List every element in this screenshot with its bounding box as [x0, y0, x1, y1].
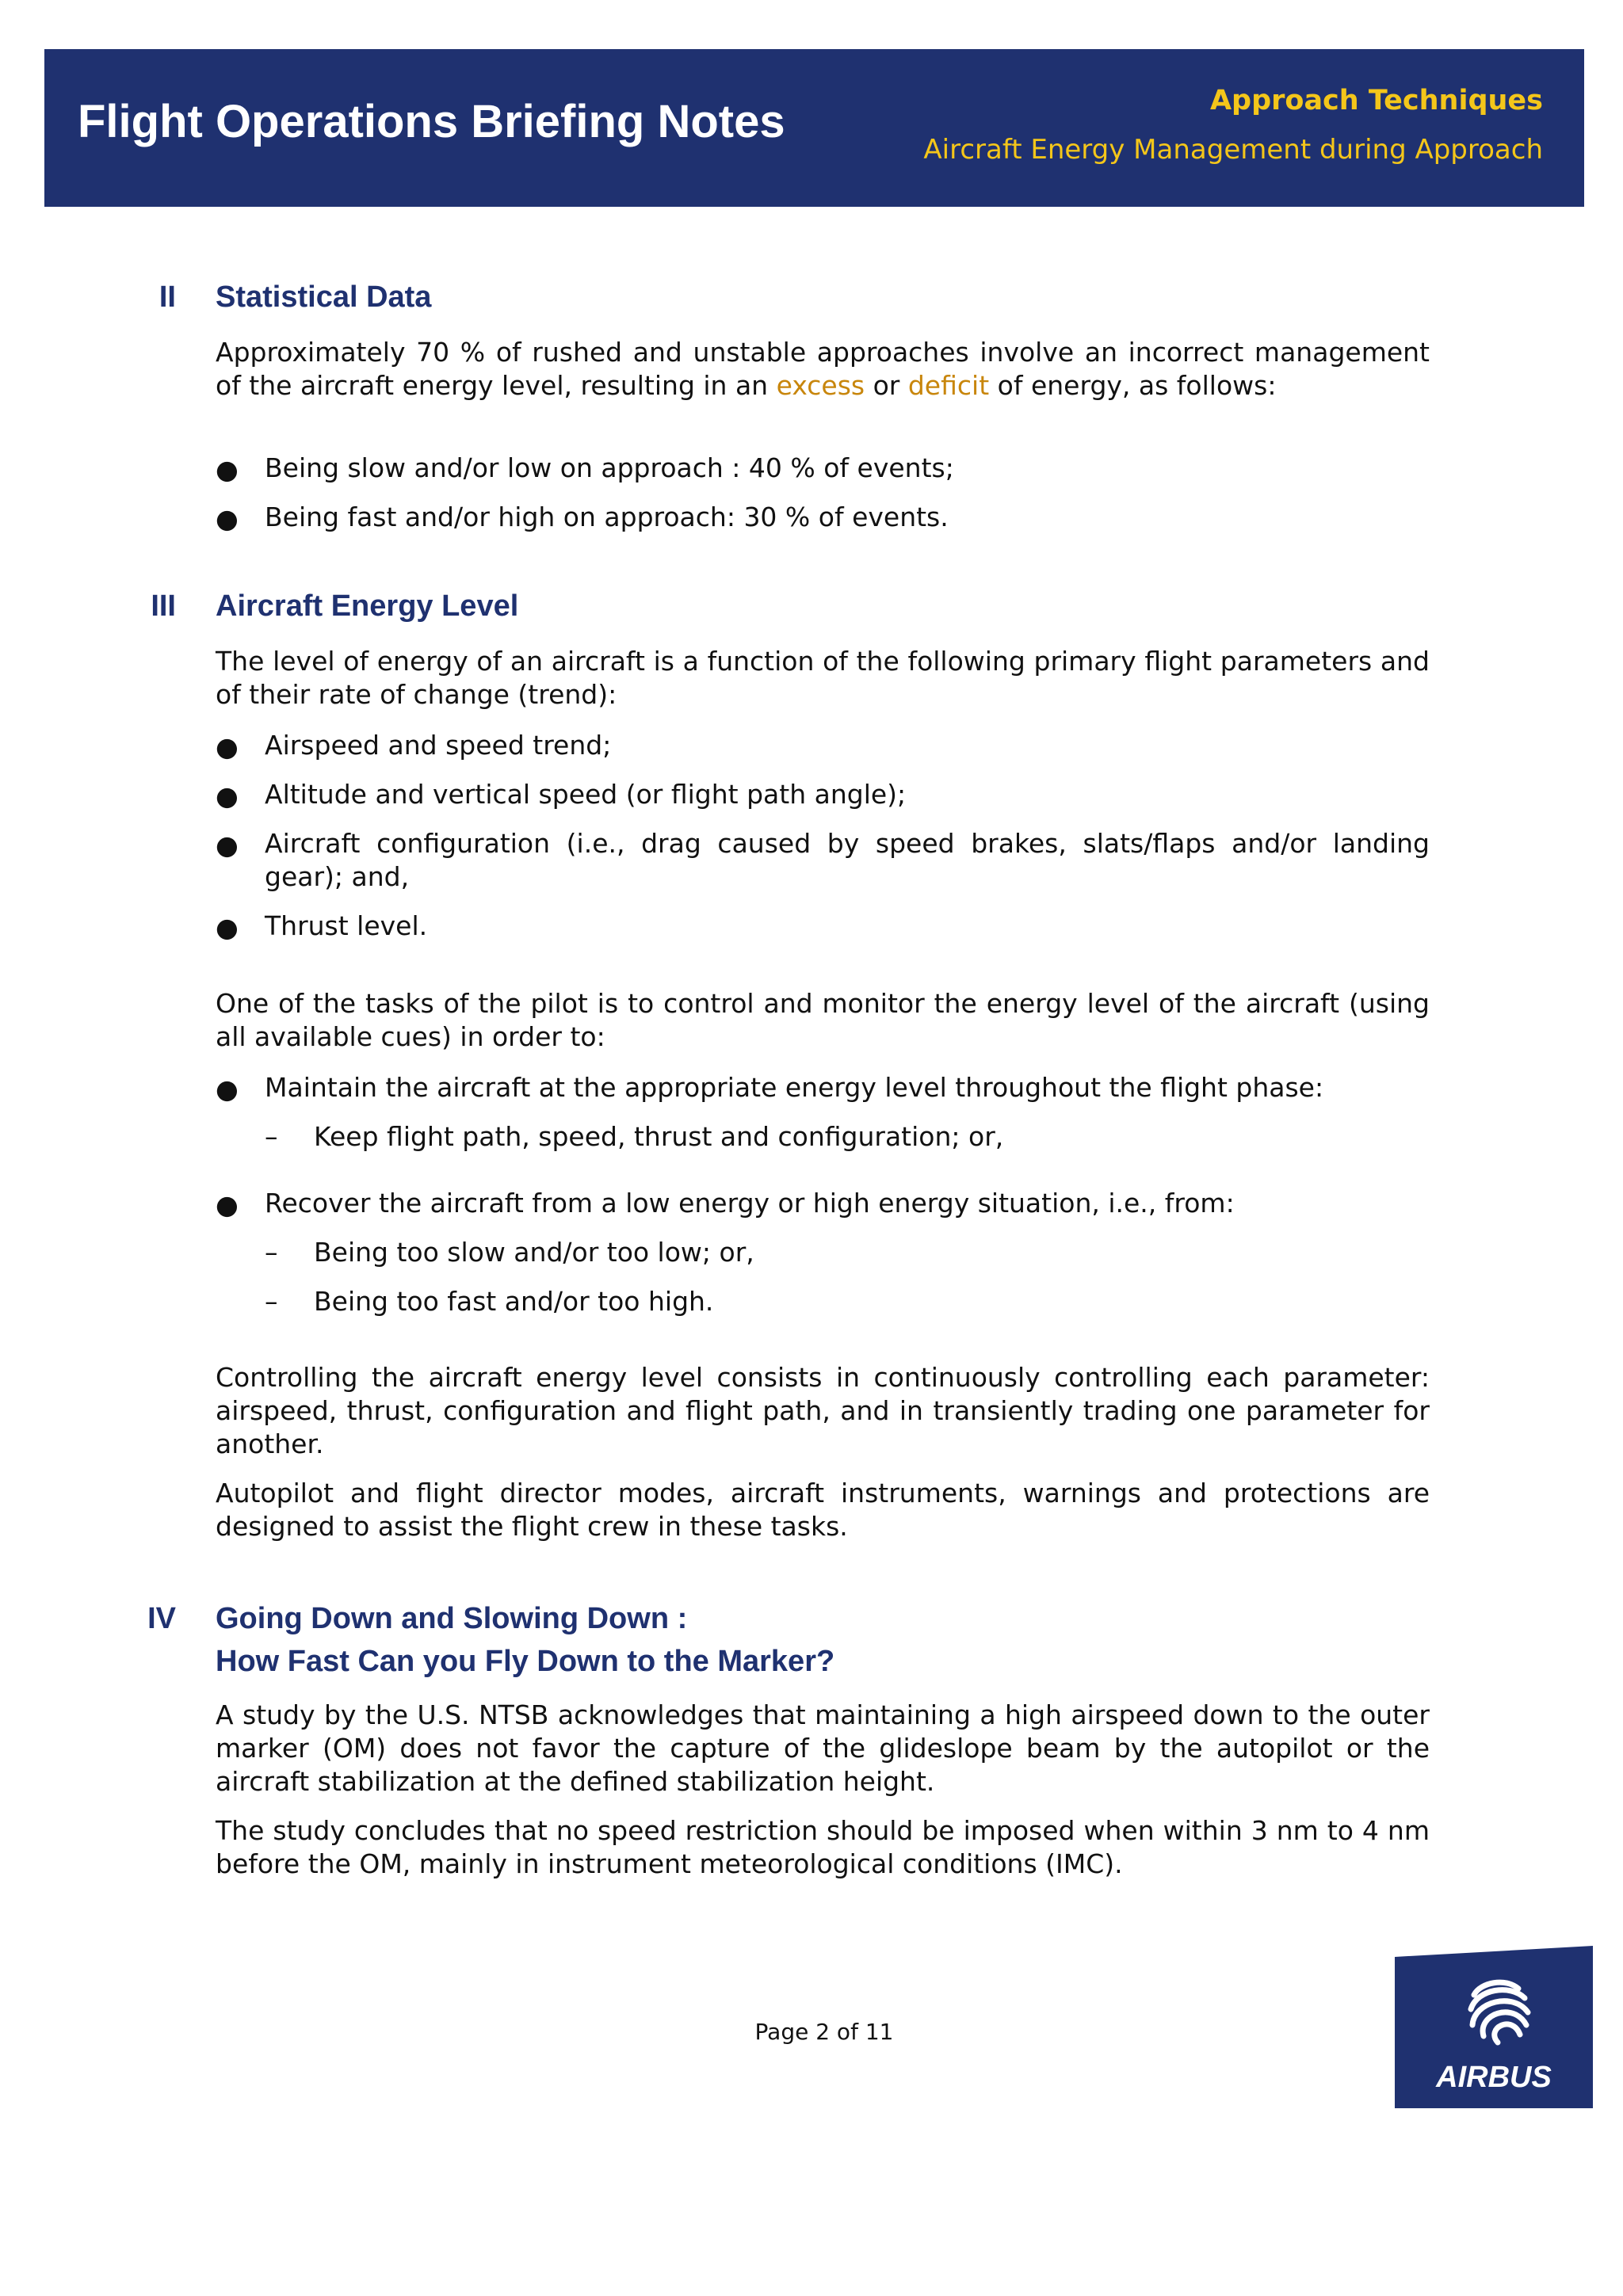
bullet-icon: ●	[216, 780, 239, 811]
section-number-3: III	[151, 589, 176, 623]
topic-title: Approach Techniques	[1209, 85, 1543, 116]
sub-item: Being too slow and/or too low; or,	[314, 1237, 754, 1268]
subtopic-title: Aircraft Energy Management during Approach	[923, 134, 1543, 166]
bullet-item: Aircraft configuration (i.e., drag caused by speed brakes, slats/flaps and/or landing gear); and,	[265, 828, 1430, 892]
ntsb-study-paragraph: A study by the U.S. NTSB acknowledges that maintaining a high airspeed down to the outer marker (OM) does not favor the capture of the glideslope beam by the autopilot or the aircraft stabilization at the defined stabilization height.	[216, 1699, 1430, 1797]
airbus-logo	[1395, 1946, 1593, 2108]
bullet-item: Being fast and/or high on approach: 30 % of events.	[265, 502, 949, 532]
section-title-statistical-data: Statistical Data	[216, 280, 432, 314]
bullet-icon: ●	[216, 1074, 239, 1104]
bullet-item: Maintain the aircraft at the appropriate energy level throughout the flight phase:	[265, 1072, 1324, 1103]
section-subtitle-how-fast: How Fast Can you Fly Down to the Marker?	[216, 1645, 835, 1678]
controlling-energy-paragraph: Controlling the aircraft energy level consists in continuously controlling each parameter: airspeed, thrust, configuration and flight path, and in transiently trading one parameter for another.	[216, 1362, 1430, 1459]
study-conclusion-paragraph: The study concludes that no speed restriction should be imposed when within 3 nm to 4 nm before the OM, mainly in instrument meteorological conditions (IMC).	[216, 1815, 1430, 1879]
text-run: of energy, as follows:	[989, 370, 1277, 401]
text-run: Approximately 70 % of rushed and unstable approaches involve an incorrect management of the aircraft energy level, resulting in an	[216, 337, 1430, 401]
text-run: or	[865, 370, 908, 401]
section-number-2: II	[158, 280, 176, 314]
section-number-4: IV	[147, 1602, 176, 1635]
logo-text: AIRBUS	[1436, 2061, 1552, 2094]
dash-icon: –	[265, 1121, 278, 1152]
page-number: Page 2 of 11	[754, 2019, 894, 2045]
bullet-item: Recover the aircraft from a low energy or high energy situation, i.e., from:	[265, 1188, 1235, 1219]
dash-icon: –	[265, 1237, 278, 1268]
bullet-icon: ●	[216, 731, 239, 762]
section-title-aircraft-energy-level: Aircraft Energy Level	[216, 589, 519, 623]
pilot-tasks-paragraph: One of the tasks of the pilot is to control and monitor the energy level of the aircraft (using all available cues) in order to:	[216, 988, 1430, 1052]
header-banner	[44, 49, 1584, 207]
bullet-item: Being slow and/or low on approach : 40 % of events;	[265, 452, 954, 483]
autopilot-paragraph: Autopilot and flight director modes, aircraft instruments, warnings and protections are designed to assist the flight crew in these tasks.	[216, 1478, 1430, 1542]
bullet-icon: ●	[216, 454, 239, 485]
bullet-item: Airspeed and speed trend;	[265, 730, 612, 761]
dash-icon: –	[265, 1286, 278, 1317]
bullet-icon: ●	[216, 503, 239, 534]
energy-level-paragraph: The level of energy of an aircraft is a function of the following primary flight parameters and of their rate of change (trend):	[216, 646, 1430, 710]
bullet-icon: ●	[216, 830, 239, 860]
highlight-deficit: deficit	[907, 370, 990, 401]
highlight-excess: excess	[776, 370, 865, 401]
document-title: Flight Operations Briefing Notes	[78, 96, 785, 147]
bullet-item: Thrust level.	[265, 910, 428, 941]
bullet-icon: ●	[216, 1189, 239, 1220]
bullet-icon: ●	[216, 912, 239, 943]
statistical-paragraph	[216, 336, 1430, 402]
bullet-item: Altitude and vertical speed (or flight path angle);	[265, 779, 907, 810]
section-title-going-down: Going Down and Slowing Down :	[216, 1602, 688, 1635]
sub-item: Being too fast and/or too high.	[314, 1286, 714, 1317]
sub-item: Keep flight path, speed, thrust and configuration; or,	[314, 1121, 1004, 1152]
header-subtitles	[923, 84, 1543, 166]
